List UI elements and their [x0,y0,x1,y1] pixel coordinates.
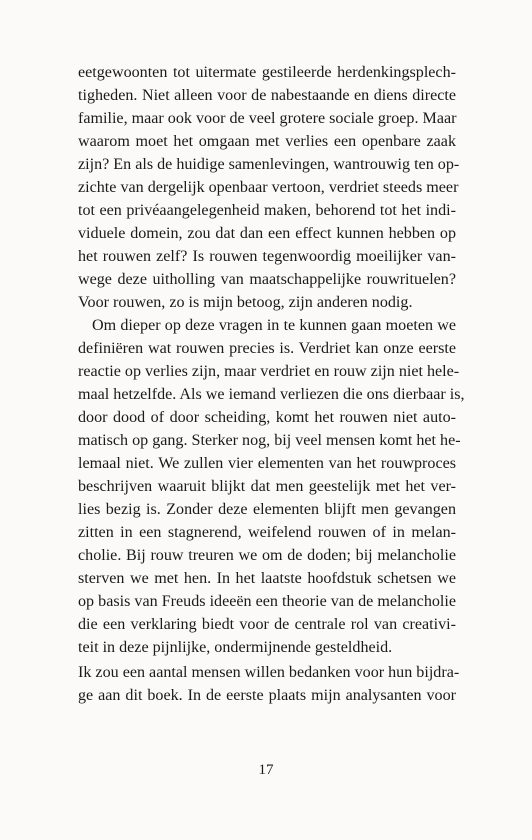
text-line: Ik zou een aantal mensen willen bedanken voor hun bijdra- [78,664,460,681]
text-line: Voor rouwen, zo is mijn betoog, zijn anderen nodig. [78,294,413,311]
text-line: door dood of door scheiding, komt het rouwen niet auto- [78,409,456,426]
text-line: viduele domein, zou dat dan een effect kunnen hebben op [78,225,456,242]
text-line: zijn? En als de huidige samenlevingen, wantrouwig ten op- [78,156,460,173]
text-line: beschrijven waaruit blijkt dat men geestelijk met het ver- [78,478,456,495]
page-number: 17 [258,762,274,778]
text-line: lies bezig is. Zonder deze elementen blijft men gevangen [78,501,456,518]
text-line: zitten in een stagnerend, weifelend rouwen of in melan- [78,524,456,541]
paragraph-2 [78,314,465,659]
text-line: die een verklaring biedt voor de centrale rol van creativi- [78,616,456,633]
text-line: eetgewoonten tot uitermate gestileerde herdenkingsplech- [78,64,456,81]
text-line: ge aan dit boek. In de eerste plaats mijn analysanten voor [78,687,456,704]
text-line: zichte van dergelijk openbaar vertoon, verdriet steeds meer [78,179,459,196]
text-line: op basis van Freuds ideeën een theorie van de melancholie [78,593,456,610]
text-line: tot een privéaangelegenheid maken, behorend tot het indi- [78,202,456,219]
text-line: sterven we met hen. In het laatste hoofdstuk schetsen we [78,570,456,587]
paragraph-3 [78,661,460,707]
text-line: familie, maar ook voor de veel grotere sociale groep. Maar [78,110,457,127]
text-line: Om dieper op deze vragen in te kunnen gaan moeten we [92,317,456,334]
text-line: het rouwen zelf? Is rouwen tegenwoordig moeilijker van- [78,248,456,265]
text-line: tigheden. Niet alleen voor de nabestaande en diens directe [78,87,456,104]
text-line: lemaal niet. We zullen vier elementen van het rouwproces [78,455,456,472]
paragraph-1 [78,61,460,314]
text-line: wege deze uitholling van maatschappelijke rouwrituelen? [78,271,456,288]
text-line: waarom moet het omgaan met verlies een openbare zaak [78,133,456,150]
text-line: matisch op gang. Sterker nog, bij veel mensen komt het he- [78,432,461,449]
text-line: definiëren wat rouwen precies is. Verdriet kan onze eerste [78,340,456,357]
text-line: teit in deze pijnlijke, ondermijnende gesteldheid. [78,639,393,656]
text-line: reactie op verlies zijn, maar verdriet en rouw zijn niet hele- [78,363,460,380]
text-line: cholie. Bij rouw treuren we om de doden; bij melancholie [78,547,456,564]
text-line: maal hetzelfde. Als we iemand verliezen die ons dierbaar is, [78,386,465,403]
